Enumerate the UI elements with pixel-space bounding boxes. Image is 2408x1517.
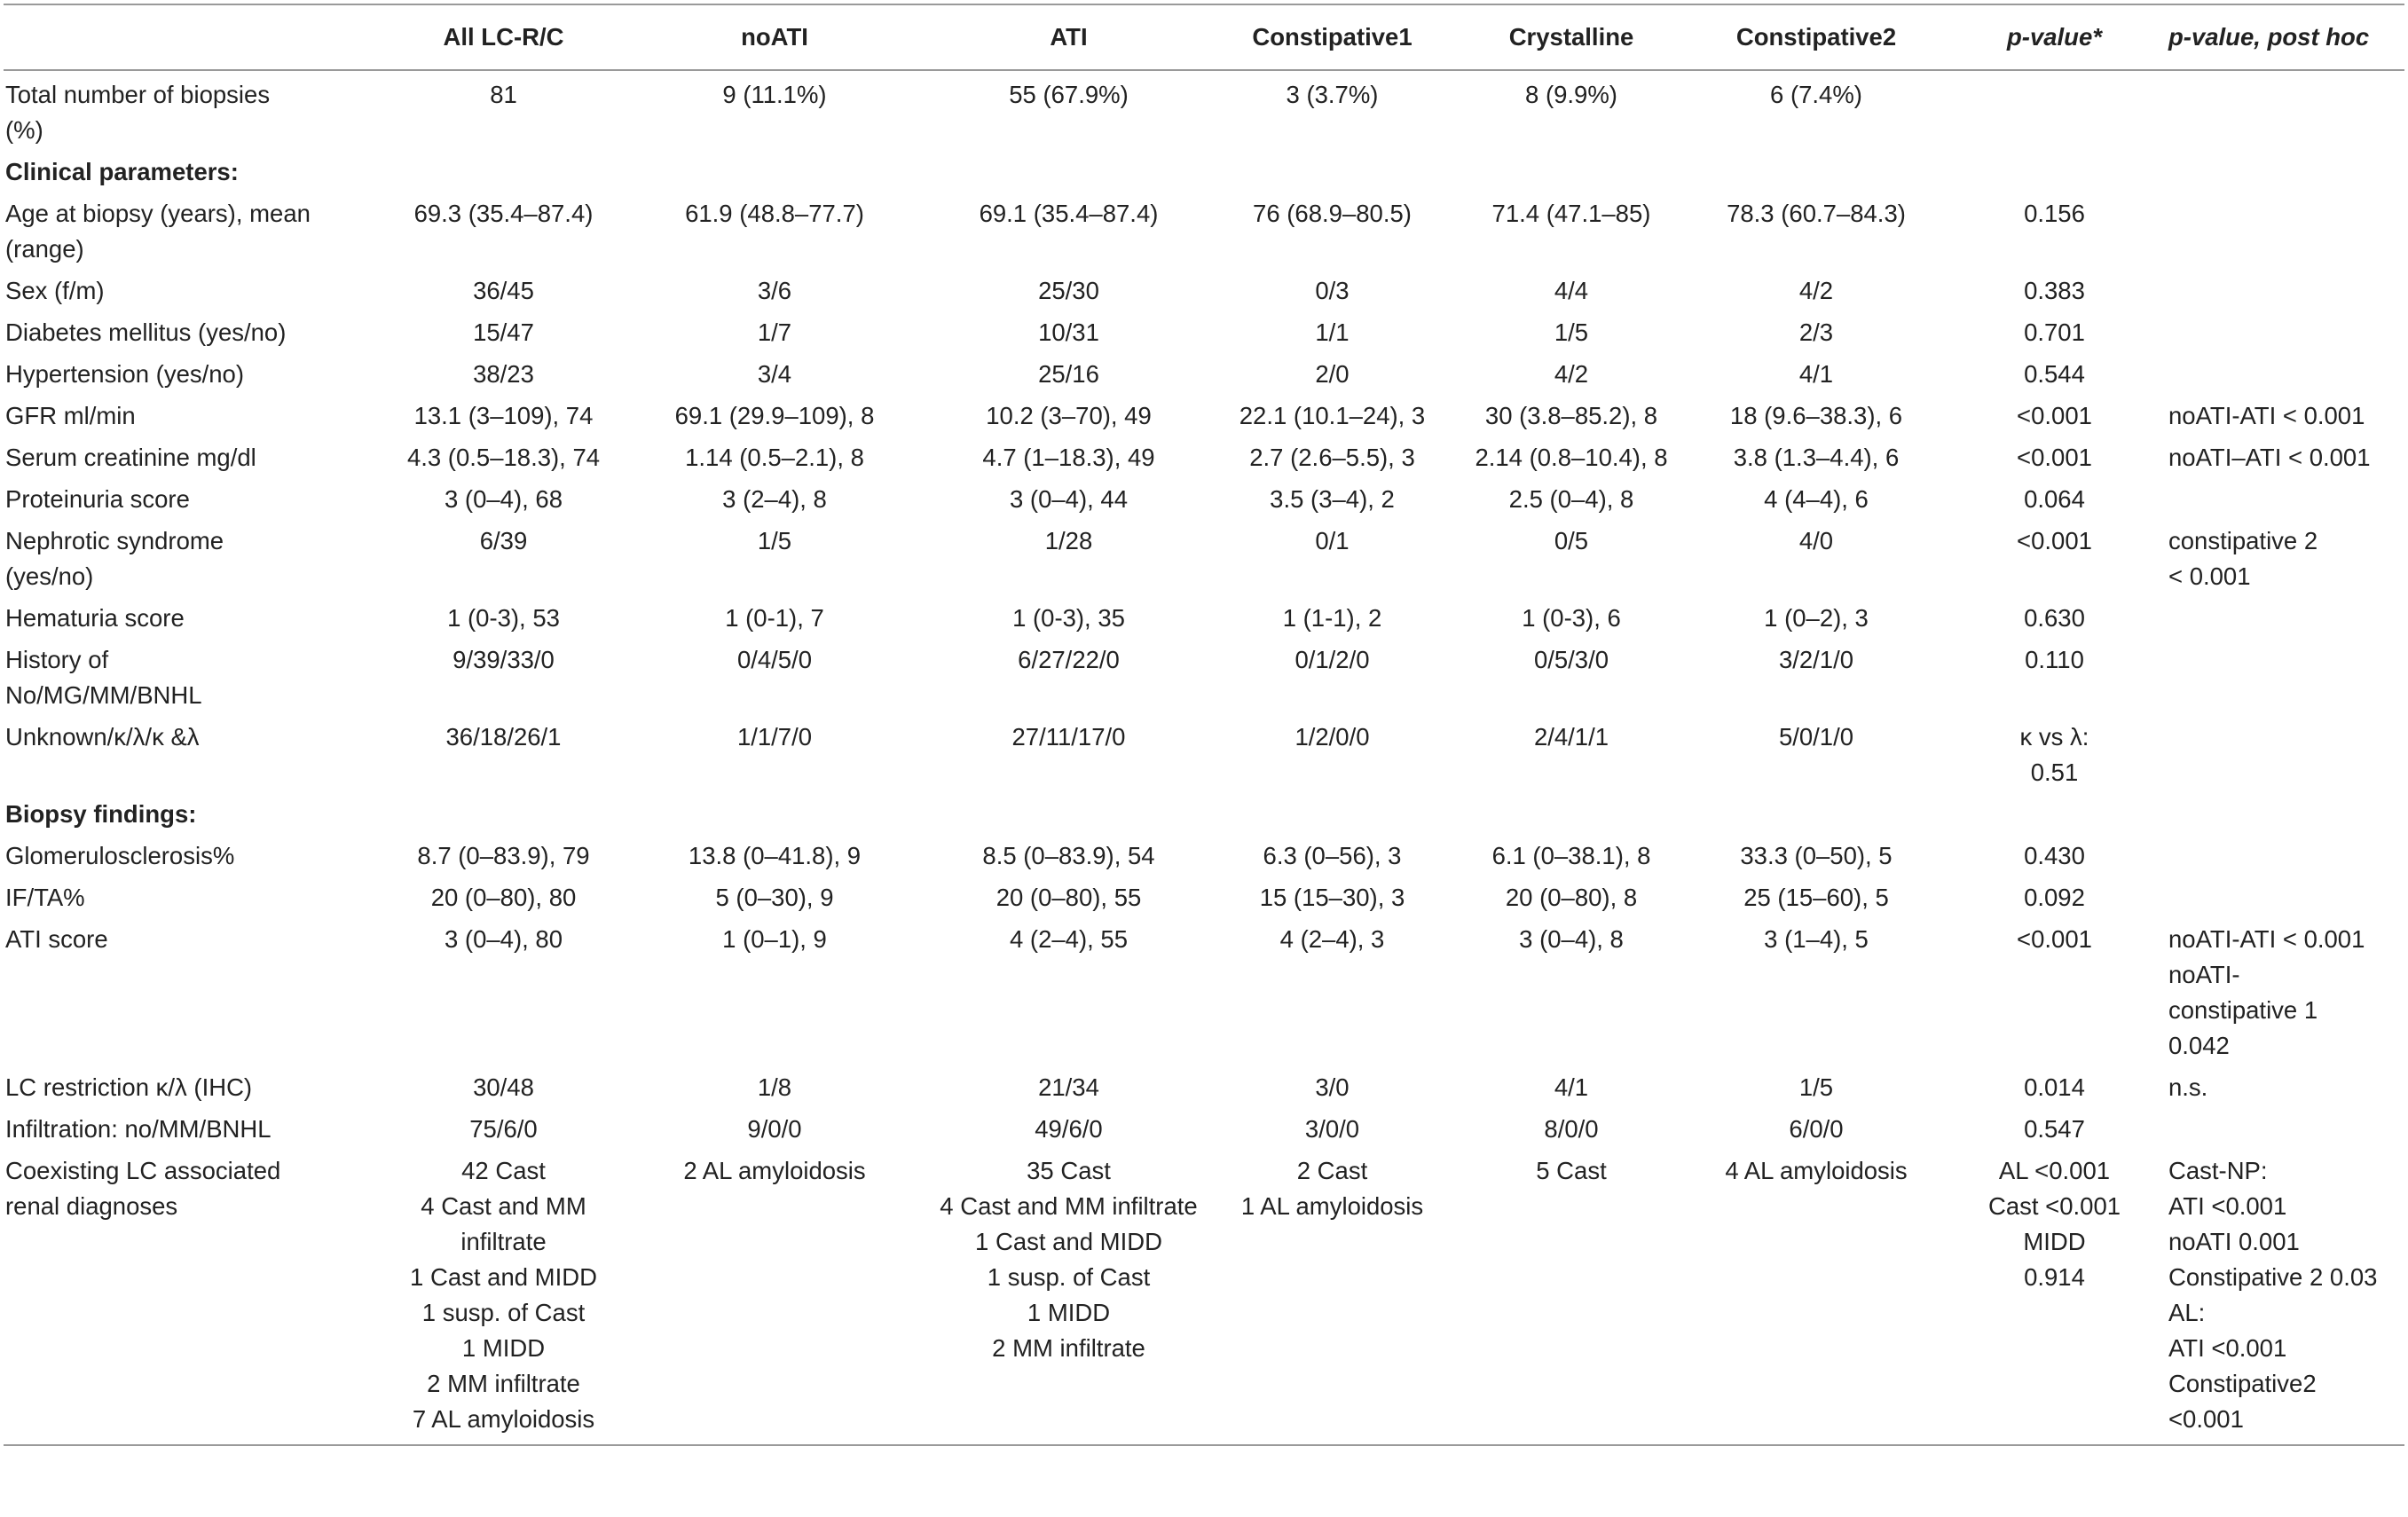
cell-constipative2: 1/5 xyxy=(1798,1073,1834,1101)
cell-crystalline: 30 (3.8–85.2), 8 xyxy=(1484,402,1658,429)
cell-pvalue: <0.001 xyxy=(2017,444,2092,471)
cell-constipative1: 1/2/0/0 xyxy=(1294,723,1370,751)
header-posthoc-rest: post hoc xyxy=(2267,23,2370,51)
cell-crystalline: 0/5 xyxy=(1554,527,1589,554)
table-row xyxy=(4,916,2404,1064)
cell-posthoc xyxy=(2160,476,2404,517)
cell-posthoc xyxy=(2160,594,2404,636)
section-row xyxy=(4,790,2404,832)
cell-ati: 3 (0–4), 44 xyxy=(1009,485,1128,513)
table-body xyxy=(4,70,2404,1445)
cell-pvalue: <0.001 xyxy=(2017,925,2092,953)
cell-crystalline: 8 (9.9%) xyxy=(1525,81,1617,108)
cell-pvalue: 0.547 xyxy=(2024,1115,2085,1143)
cell-constipative2: 2/3 xyxy=(1798,318,1834,346)
cell-posthoc xyxy=(2160,350,2404,392)
cell-all: 38/23 xyxy=(473,360,534,388)
table-row xyxy=(4,1064,2404,1105)
cell-crystalline: 2/4/1/1 xyxy=(1533,723,1609,751)
cell-crystalline: 2.14 (0.8–10.4), 8 xyxy=(1475,444,1668,471)
cell-crystalline: 4/4 xyxy=(1554,277,1589,304)
cell-constipative2: 4/0 xyxy=(1798,527,1834,554)
cell-posthoc xyxy=(2160,636,2404,713)
cell-constipative1: 15 (15–30), 3 xyxy=(1259,884,1405,911)
cell-constipative1: 3/0/0 xyxy=(1304,1115,1360,1143)
cell-crystalline: 0/5/3/0 xyxy=(1533,646,1609,673)
row-label: Hematuria score xyxy=(5,604,185,632)
row-label: ATI score xyxy=(5,925,108,953)
table-row xyxy=(4,350,2404,392)
cell-ati: 10/31 xyxy=(1038,318,1099,346)
cell-noati: 1/5 xyxy=(757,527,792,554)
cell-constipative1: 1 (1-1), 2 xyxy=(1282,604,1382,632)
row-label: Unknown/κ/λ/κ &λ xyxy=(5,723,200,751)
cell-all: 42 Cast 4 Cast and MM infiltrate 1 Cast and MIDD 1 susp. of Cast 1 MIDD 2 MM infiltrate 7 AL amyloidosis xyxy=(410,1157,597,1433)
cell-pvalue: 0.156 xyxy=(2024,200,2085,227)
table-row xyxy=(4,517,2404,594)
cell-crystalline: 8/0/0 xyxy=(1544,1115,1599,1143)
table-row xyxy=(4,594,2404,636)
cell-posthoc xyxy=(2160,70,2404,148)
cell-noati: 0/4/5/0 xyxy=(736,646,813,673)
cell-constipative1: 3.5 (3–4), 2 xyxy=(1270,485,1395,513)
cell-crystalline: 2.5 (0–4), 8 xyxy=(1508,485,1634,513)
cell-noati: 1 (0–1), 9 xyxy=(722,925,827,953)
cell-crystalline: 3 (0–4), 8 xyxy=(1519,925,1624,953)
cell-ati: 1 (0-3), 35 xyxy=(1012,604,1125,632)
row-label: History of No/MG/MM/BNHL xyxy=(5,646,202,709)
cell-posthoc: noATI-ATI < 0.001 noATI- constipative 1 0.042 xyxy=(2168,925,2365,1059)
cell-pvalue: 0.630 xyxy=(2024,604,2085,632)
cell-constipative1: 76 (68.9–80.5) xyxy=(1253,200,1412,227)
row-label: Diabetes mellitus (yes/no) xyxy=(5,318,287,346)
row-label: Nephrotic syndrome (yes/no) xyxy=(5,527,224,590)
header-all: All LC-R/C xyxy=(443,23,564,51)
cell-all: 20 (0–80), 80 xyxy=(430,884,577,911)
cell-pvalue: 0.014 xyxy=(2024,1073,2085,1101)
cell-noati: 1/7 xyxy=(757,318,792,346)
cell-constipative1: 22.1 (10.1–24), 3 xyxy=(1239,402,1426,429)
cell-all: 15/47 xyxy=(473,318,534,346)
cell-pvalue: <0.001 xyxy=(2017,402,2092,429)
cell-noati: 1/8 xyxy=(757,1073,792,1101)
cell-crystalline: 1/5 xyxy=(1554,318,1589,346)
cell-pvalue: 0.110 xyxy=(2025,646,2084,673)
cell-constipative2: 6/0/0 xyxy=(1789,1115,1844,1143)
cell-constipative1: 4 (2–4), 3 xyxy=(1279,925,1385,953)
cell-posthoc: n.s. xyxy=(2168,1073,2208,1101)
cell-all: 36/45 xyxy=(473,277,534,304)
cell-crystalline: 6.1 (0–38.1), 8 xyxy=(1491,842,1651,869)
cell-all: 36/18/26/1 xyxy=(445,723,562,751)
cell-posthoc: noATI-ATI < 0.001 xyxy=(2168,402,2365,429)
cell-constipative2: 33.3 (0–50), 5 xyxy=(1740,842,1893,869)
cell-ati: 27/11/17/0 xyxy=(1011,723,1126,751)
cell-ati: 1/28 xyxy=(1044,527,1093,554)
cell-all: 4.3 (0.5–18.3), 74 xyxy=(406,444,601,471)
table-row xyxy=(4,309,2404,350)
cell-constipative2: 5/0/1/0 xyxy=(1778,723,1854,751)
table-row xyxy=(4,476,2404,517)
cell-pvalue: 0.383 xyxy=(2024,277,2085,304)
row-label: Total number of biopsies (%) xyxy=(5,81,271,144)
cell-constipative1: 6.3 (0–56), 3 xyxy=(1263,842,1402,869)
cell-all: 81 xyxy=(490,81,517,108)
cell-constipative1: 0/1 xyxy=(1315,527,1350,554)
cell-ati: 35 Cast 4 Cast and MM infiltrate 1 Cast and MIDD 1 susp. of Cast 1 MIDD 2 MM infiltrate xyxy=(940,1157,1198,1362)
header-crystalline: Crystalline xyxy=(1508,23,1634,51)
header-pvalue-text: p-value* xyxy=(2007,23,2102,51)
cell-constipative1: 2/0 xyxy=(1315,360,1350,388)
table-row xyxy=(4,713,2404,790)
table-row xyxy=(4,832,2404,874)
cell-noati: 13.8 (0–41.8), 9 xyxy=(688,842,862,869)
row-label: IF/TA% xyxy=(5,884,85,911)
cell-constipative2: 25 (15–60), 5 xyxy=(1743,884,1889,911)
header-constipative1: Constipative1 xyxy=(1252,23,1413,51)
cell-pvalue: <0.001 xyxy=(2017,527,2092,554)
row-label: Hypertension (yes/no) xyxy=(5,360,245,388)
header-posthoc-italic: p-value, xyxy=(2168,23,2261,51)
cell-crystalline: 71.4 (47.1–85) xyxy=(1491,200,1651,227)
cell-noati: 9/0/0 xyxy=(747,1115,802,1143)
cell-all: 9/39/33/0 xyxy=(452,646,555,673)
cell-posthoc xyxy=(2160,309,2404,350)
cell-ati: 20 (0–80), 55 xyxy=(995,884,1142,911)
cell-constipative1: 0/1/2/0 xyxy=(1294,646,1370,673)
cell-constipative2: 78.3 (60.7–84.3) xyxy=(1727,200,1906,227)
cell-posthoc: constipative 2 < 0.001 xyxy=(2168,527,2318,590)
cell-ati: 25/16 xyxy=(1038,360,1099,388)
cell-noati: 5 (0–30), 9 xyxy=(715,884,834,911)
cell-crystalline: 1 (0-3), 6 xyxy=(1522,604,1621,632)
table-row xyxy=(4,190,2404,267)
cell-ati: 8.5 (0–83.9), 54 xyxy=(982,842,1155,869)
cell-constipative2: 1 (0–2), 3 xyxy=(1764,604,1869,632)
cell-constipative1: 2 Cast 1 AL amyloidosis xyxy=(1240,1157,1424,1220)
cell-crystalline: 5 Cast xyxy=(1536,1157,1607,1184)
data-table xyxy=(4,4,2404,1446)
cell-noati: 2 AL amyloidosis xyxy=(683,1157,866,1184)
cell-ati: 69.1 (35.4–87.4) xyxy=(979,200,1159,227)
cell-constipative2: 4 (4–4), 6 xyxy=(1764,485,1869,513)
cell-ati: 21/34 xyxy=(1038,1073,1099,1101)
cell-constipative2: 18 (9.6–38.3), 6 xyxy=(1729,402,1903,429)
cell-posthoc xyxy=(2160,267,2404,309)
cell-all: 6/39 xyxy=(479,527,528,554)
cell-noati: 3 (2–4), 8 xyxy=(722,485,827,513)
cell-all: 13.1 (3–109), 74 xyxy=(413,402,594,429)
cell-constipative1: 1/1 xyxy=(1315,318,1350,346)
row-label: Glomerulosclerosis% xyxy=(5,842,235,869)
row-label: LC restriction κ/λ (IHC) xyxy=(5,1073,253,1101)
cell-pvalue: 0.064 xyxy=(2024,485,2085,513)
cell-all: 75/6/0 xyxy=(469,1115,538,1143)
table-row xyxy=(4,1105,2404,1147)
cell-ati: 10.2 (3–70), 49 xyxy=(986,402,1152,429)
cell-posthoc xyxy=(2160,1105,2404,1147)
cell-pvalue: 0.430 xyxy=(2024,842,2085,869)
header-label xyxy=(4,4,390,70)
row-label: Age at biopsy (years), mean (range) xyxy=(5,200,311,263)
cell-constipative2: 3/2/1/0 xyxy=(1778,646,1854,673)
cell-ati: 25/30 xyxy=(1038,277,1099,304)
table-row xyxy=(4,1147,2404,1445)
row-label: GFR ml/min xyxy=(5,402,136,429)
cell-pvalue: 0.701 xyxy=(2024,318,2085,346)
cell-crystalline: 4/1 xyxy=(1554,1073,1589,1101)
cell-ati: 49/6/0 xyxy=(1035,1115,1103,1143)
section-row xyxy=(4,148,2404,190)
row-label: Coexisting LC associated renal diagnoses xyxy=(5,1157,281,1220)
cell-constipative1: 0/3 xyxy=(1315,277,1350,304)
header-posthoc xyxy=(2160,4,2404,70)
cell-ati: 4 (2–4), 55 xyxy=(1009,925,1128,953)
cell-pvalue xyxy=(1949,70,2160,148)
cell-all: 3 (0–4), 68 xyxy=(444,485,563,513)
cell-ati: 6/27/22/0 xyxy=(1018,646,1120,673)
cell-constipative2: 4/2 xyxy=(1798,277,1834,304)
cell-noati: 1 (0-1), 7 xyxy=(725,604,824,632)
row-label: Sex (f/m) xyxy=(5,277,105,304)
cell-constipative2: 3.8 (1.3–4.4), 6 xyxy=(1733,444,1900,471)
row-label: Serum creatinine mg/dl xyxy=(5,444,256,471)
header-pvalue xyxy=(1949,4,2160,70)
cell-noati: 1.14 (0.5–2.1), 8 xyxy=(685,444,864,471)
row-label: Proteinuria score xyxy=(5,485,190,513)
cell-pvalue: 0.544 xyxy=(2024,360,2085,388)
cell-all: 3 (0–4), 80 xyxy=(444,925,563,953)
table-header-row xyxy=(4,4,2404,70)
row-label: Infiltration: no/MM/BNHL xyxy=(5,1115,271,1143)
cell-all: 8.7 (0–83.9), 79 xyxy=(417,842,590,869)
cell-noati: 3/4 xyxy=(757,360,792,388)
cell-all: 30/48 xyxy=(473,1073,534,1101)
cell-constipative2: 6 (7.4%) xyxy=(1770,81,1862,108)
cell-pvalue: AL <0.001 Cast <0.001 MIDD 0.914 xyxy=(1987,1157,2121,1291)
cell-ati: 55 (67.9%) xyxy=(1009,81,1129,108)
cell-noati: 1/1/7/0 xyxy=(736,723,813,751)
cell-posthoc xyxy=(2160,874,2404,916)
cell-ati: 4.7 (1–18.3), 49 xyxy=(982,444,1155,471)
cell-noati: 69.1 (29.9–109), 8 xyxy=(674,402,875,429)
section-title: Biopsy findings: xyxy=(5,800,197,828)
header-noati: noATI xyxy=(741,23,808,51)
cell-pvalue: 0.092 xyxy=(2024,884,2085,911)
cell-constipative1: 3 (3.7%) xyxy=(1286,81,1379,108)
cell-all: 69.3 (35.4–87.4) xyxy=(413,200,594,227)
cell-crystalline: 20 (0–80), 8 xyxy=(1505,884,1638,911)
header-constipative2: Constipative2 xyxy=(1735,23,1897,51)
cell-crystalline: 4/2 xyxy=(1554,360,1589,388)
section-title: Clinical parameters: xyxy=(5,158,239,185)
table-row xyxy=(4,267,2404,309)
table-row xyxy=(4,434,2404,476)
cell-constipative2: 4 AL amyloidosis xyxy=(1725,1157,1908,1184)
cell-constipative2: 4/1 xyxy=(1798,360,1834,388)
cell-constipative2: 3 (1–4), 5 xyxy=(1764,925,1869,953)
cell-posthoc xyxy=(2160,832,2404,874)
cell-noati: 61.9 (48.8–77.7) xyxy=(685,200,864,227)
cell-pvalue: κ vs λ: 0.51 xyxy=(2019,723,2089,786)
cell-posthoc: noATI–ATI < 0.001 xyxy=(2168,444,2371,471)
cell-constipative1: 2.7 (2.6–5.5), 3 xyxy=(1249,444,1415,471)
cell-posthoc: Cast-NP: ATI <0.001 noATI 0.001 Constipative 2 0.03 AL: ATI <0.001 Constipative2 <0.001 xyxy=(2168,1157,2378,1433)
table-row xyxy=(4,392,2404,434)
header-ati: ATI xyxy=(1050,23,1088,51)
cell-noati: 9 (11.1%) xyxy=(722,81,827,108)
table-row xyxy=(4,70,2404,148)
table-row xyxy=(4,636,2404,713)
cell-posthoc xyxy=(2160,713,2404,790)
table-row xyxy=(4,874,2404,916)
cell-all: 1 (0-3), 53 xyxy=(447,604,560,632)
cell-posthoc xyxy=(2160,190,2404,267)
cell-noati: 3/6 xyxy=(757,277,792,304)
cell-constipative1: 3/0 xyxy=(1315,1073,1350,1101)
